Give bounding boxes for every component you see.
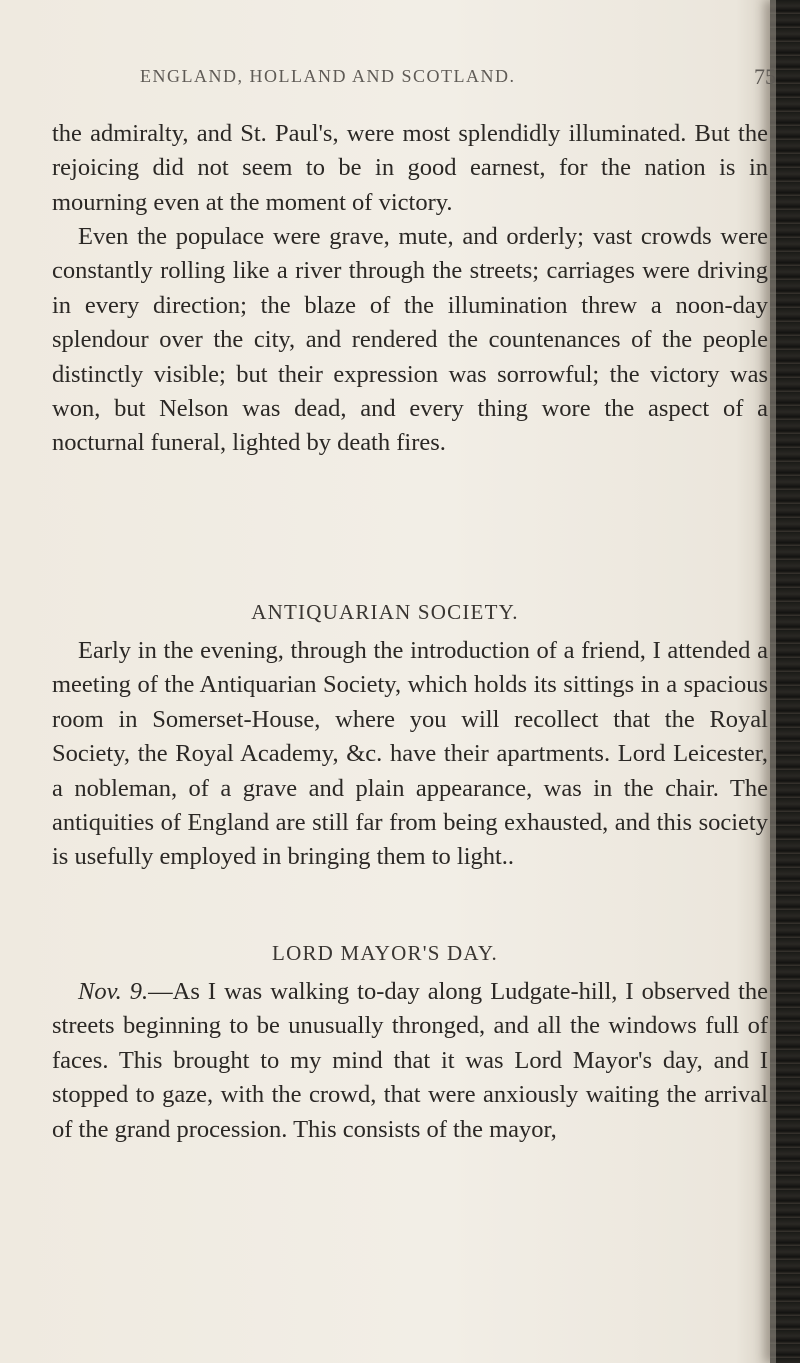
- paragraph-1: [52, 117, 768, 220]
- paragraph-1-text: the admiralty, and St. Paul's, were most splendidly illuminated. But the rejoicing did not seem to be in good earnest, for the nation is in mourning even at the moment of victory.: [52, 120, 768, 216]
- section-heading-antiquarian: ANTIQUARIAN SOCIETY.: [251, 600, 519, 624]
- paragraph-4-body: —As I was walking to-day along Ludgate-hill, I observed the streets beginning to be unusually thronged, and all the windows full of faces. This brought to my mind that it was Lord Mayor's day, and I stopped to gaze, with the crowd, that were anxiously waiting the arrival of the grand procession. This consists of the mayor,: [52, 978, 768, 1143]
- paragraph-3-text: Early in the evening, through the introduction of a friend, I attended a meeting of the Antiquarian Society, which holds its sittings in a spacious room in Somerset-House, where you will recollect that the Royal Society, the Royal Academy, &c. have their apartments. Lord Leicester, a nobleman, of a grave and plain appearance, was in the chair. The antiquities of England are still far from being exhausted, and this society is usefully employed in bringing them to light..: [52, 637, 768, 871]
- running-header: [140, 64, 776, 89]
- paragraph-2: [52, 220, 768, 461]
- paragraph-3: [52, 634, 768, 875]
- section-heading-lord-mayor: LORD MAYOR'S DAY.: [272, 941, 498, 965]
- paragraph-4-text: [52, 975, 768, 1147]
- page-edge-highlight: [770, 0, 776, 1363]
- paragraph-2-text: Even the populace were grave, mute, and orderly; vast crowds were constantly rolling like a river through the streets; carriages were driving in every direction; the blaze of the illumination threw a noon-day splendour over the city, and rendered the countenances of the people distinctly visible; but their expression was sorrowful; the victory was won, but Nelson was dead, and every thing wore the aspect of a nocturnal funeral, lighted by death fires.: [52, 223, 768, 457]
- paragraph-4: [52, 975, 768, 1147]
- date-label: Nov. 9.: [78, 978, 149, 1005]
- running-title: ENGLAND, HOLLAND AND SCOTLAND.: [140, 66, 516, 86]
- page-number: 75: [754, 64, 776, 89]
